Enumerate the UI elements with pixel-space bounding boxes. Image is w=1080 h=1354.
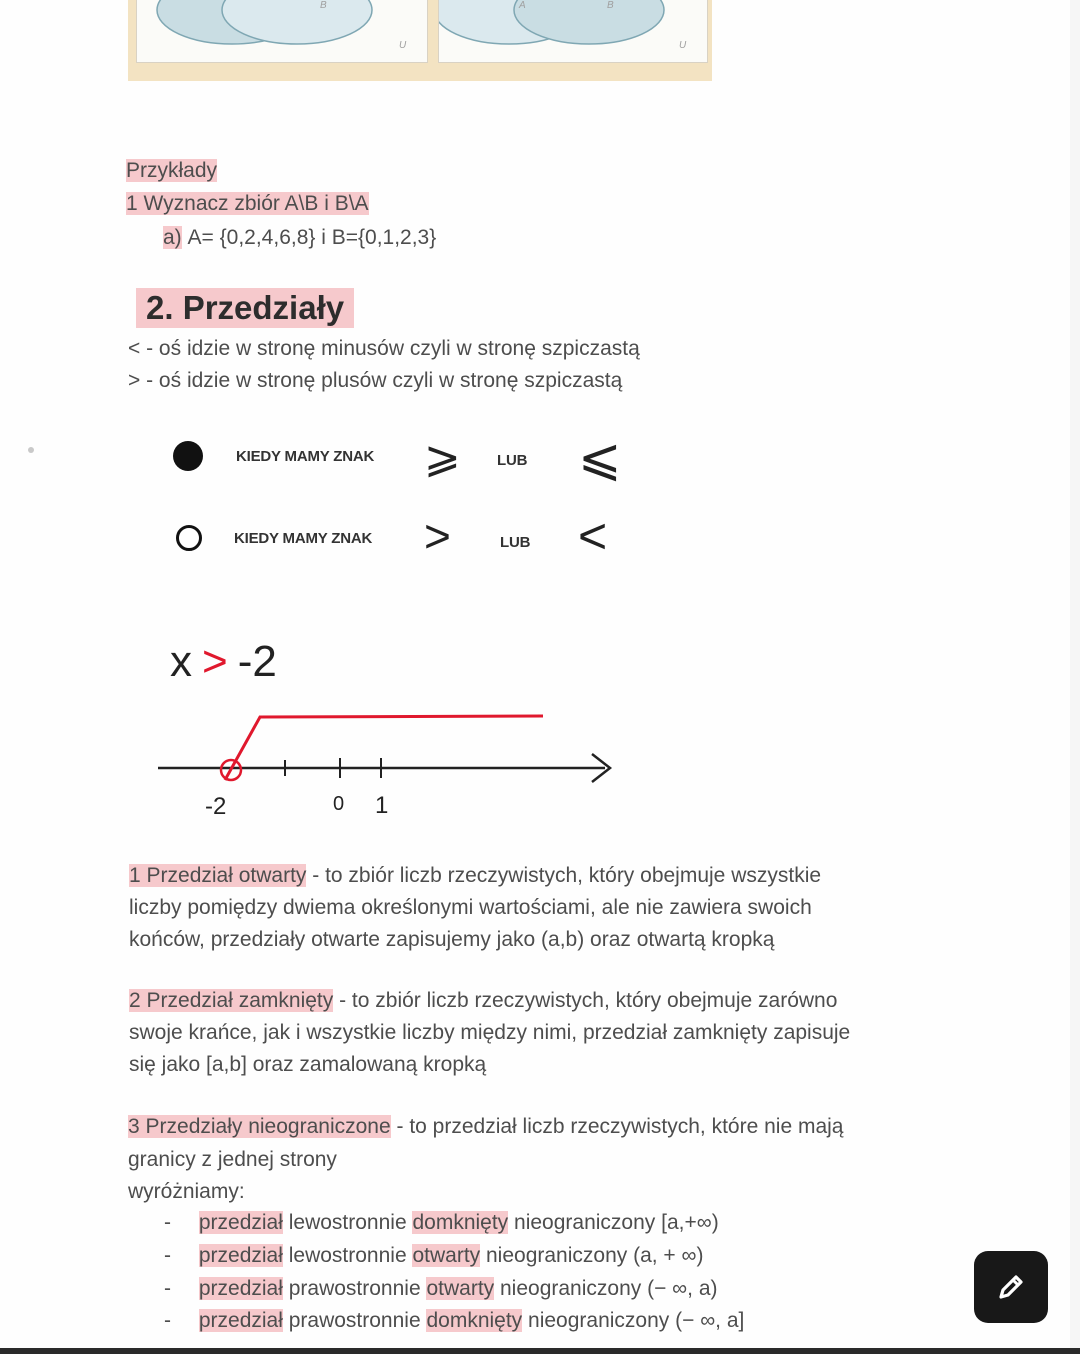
handwritten-number-line bbox=[150, 610, 630, 835]
definition-open-term: 1 Przedział otwarty bbox=[129, 864, 307, 887]
venn-label-b: B bbox=[607, 0, 614, 11]
venn-diagrams-image bbox=[128, 0, 712, 81]
list-bullet: - bbox=[164, 1244, 171, 1267]
less-than-icon: < bbox=[578, 508, 608, 564]
tick-label-0: 0 bbox=[333, 793, 345, 815]
list-item bbox=[164, 1274, 718, 1304]
definition-closed-term: 2 Przedział zamknięty bbox=[129, 989, 334, 1012]
sign-row1-or: LUB bbox=[497, 452, 528, 469]
tick-label-1: 1 bbox=[375, 792, 389, 819]
definition-unbounded-text: - to przedział liczb rzeczywistych, które nie mają bbox=[390, 1115, 844, 1138]
tick-label-minus2: -2 bbox=[205, 793, 227, 820]
definition-closed-line1 bbox=[129, 986, 837, 1016]
definition-unbounded-line1 bbox=[128, 1112, 843, 1142]
bullet-word: przedział bbox=[198, 1277, 283, 1300]
venn-diagram-left bbox=[136, 0, 428, 63]
edit-button[interactable] bbox=[974, 1251, 1048, 1323]
filled-dot-icon bbox=[173, 441, 203, 471]
bullet-word: nieograniczony [a,+∞) bbox=[508, 1211, 719, 1234]
bullet-word: nieograniczony (− ∞, a) bbox=[494, 1277, 718, 1300]
pencil-icon bbox=[994, 1270, 1028, 1304]
definition-open-line1 bbox=[129, 861, 821, 891]
definition-open-text: - to zbiór liczb rzeczywistych, który obejmuje wszystkie bbox=[306, 864, 822, 887]
definition-closed-line3: się jako [a,b] oraz zamalowaną kropką bbox=[129, 1053, 487, 1076]
venn-label-u: U bbox=[399, 40, 407, 51]
bottom-frame bbox=[0, 1348, 1080, 1354]
inequality-text: x > -2 bbox=[170, 637, 277, 686]
bullet-word: otwarty bbox=[412, 1244, 481, 1267]
bullet-word: przedział bbox=[198, 1211, 283, 1234]
axis-rule-plus: > - oś idzie w stronę plusów czyli w stronę szpiczastą bbox=[128, 369, 623, 392]
list-bullet: - bbox=[164, 1309, 171, 1332]
bullet-word: przedział bbox=[198, 1244, 283, 1267]
examples-task bbox=[126, 189, 369, 219]
venn-label-a: A bbox=[519, 0, 526, 11]
bullet-word: nieograniczony (− ∞, a] bbox=[522, 1309, 745, 1332]
interval-bracket bbox=[225, 716, 543, 780]
bullet-word: domknięty bbox=[412, 1211, 509, 1234]
list-item bbox=[164, 1241, 704, 1271]
sign-row1-label: KIEDY MAMY ZNAK bbox=[236, 448, 375, 465]
venn-right-svg bbox=[439, 0, 707, 62]
definition-open-line3: końców, przedziały otwarte zapisujemy jako (a,b) oraz otwartą kropką bbox=[129, 928, 775, 951]
bullet-word: domknięty bbox=[426, 1309, 523, 1332]
bullet-word: lewostronnie bbox=[282, 1211, 413, 1234]
examples-title bbox=[126, 156, 217, 186]
examples-item-prefix: a) bbox=[163, 226, 182, 249]
list-item bbox=[164, 1306, 744, 1336]
section-heading-intervals: 2. Przedziały bbox=[136, 288, 354, 328]
less-equal-icon: ⩽ bbox=[578, 429, 622, 487]
examples-task-text: 1 Wyznacz zbiór A\B i B\A bbox=[126, 192, 369, 215]
list-item bbox=[164, 1208, 719, 1238]
examples-title-text: Przykłady bbox=[126, 159, 218, 182]
bullet-word: prawostronnie bbox=[282, 1277, 427, 1300]
sign-row2-or: LUB bbox=[500, 534, 531, 551]
definition-closed-line2: swoje krańce, jak i wszystkie liczby między nimi, przedział zamknięty zapisuje bbox=[129, 1021, 851, 1044]
examples-item-text: A= {0,2,4,6,8} i B={0,1,2,3} bbox=[187, 226, 437, 249]
bullet-word: otwarty bbox=[426, 1277, 495, 1300]
bullet-word: lewostronnie bbox=[282, 1244, 413, 1267]
bullet-word: przedział bbox=[198, 1309, 283, 1332]
open-dot-icon bbox=[176, 525, 202, 551]
list-bullet: - bbox=[164, 1277, 171, 1300]
venn-label-u: U bbox=[679, 40, 687, 51]
list-bullet: - bbox=[164, 1211, 171, 1234]
number-line-svg bbox=[150, 610, 630, 830]
bullet-word: nieograniczony (a, + ∞) bbox=[480, 1244, 704, 1267]
margin-dot bbox=[28, 447, 34, 453]
greater-equal-icon: ⩾ bbox=[424, 433, 461, 482]
examples-item bbox=[163, 223, 436, 253]
venn-diagram-right bbox=[438, 0, 708, 63]
definition-closed-text: - to zbiór liczb rzeczywistych, który obejmuje zarówno bbox=[333, 989, 838, 1012]
definition-unbounded-line2: granicy z jednej strony bbox=[128, 1148, 337, 1171]
definition-unbounded-line3: wyróżniamy: bbox=[128, 1180, 245, 1203]
greater-than-icon: > bbox=[424, 510, 451, 562]
venn-left-svg bbox=[137, 0, 427, 62]
sign-row2-label: KIEDY MAMY ZNAK bbox=[234, 530, 373, 547]
bullet-word: prawostronnie bbox=[282, 1309, 427, 1332]
definition-open-line2: liczby pomiędzy dwiema określonymi wartościami, ale nie zawiera swoich bbox=[129, 896, 812, 919]
venn-label-b: B bbox=[320, 0, 327, 11]
definition-unbounded-term: 3 Przedziały nieograniczone bbox=[128, 1115, 391, 1138]
axis-rule-minus: < - oś idzie w stronę minusów czyli w stronę szpiczastą bbox=[128, 337, 640, 360]
